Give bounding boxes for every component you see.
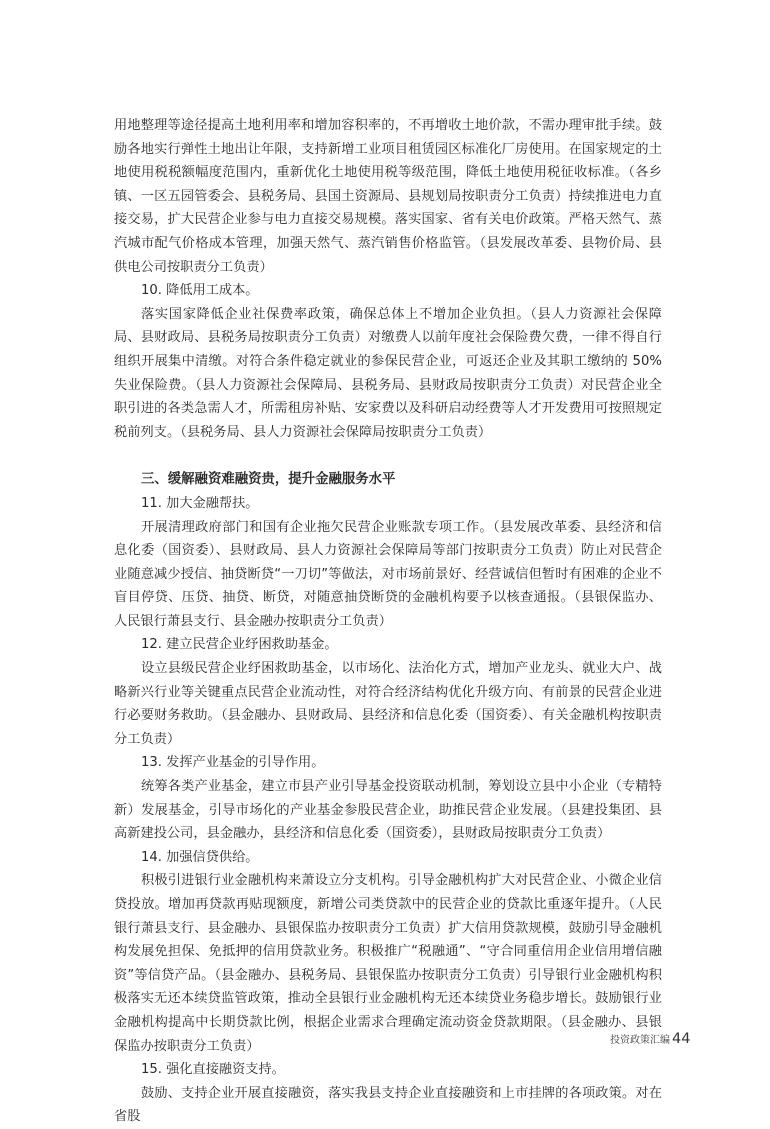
document-body [114,114,662,1129]
heading-item-11: 11. 加大金融帮扶。 [141,495,259,511]
paragraph-item-10: 落实国家降低企业社保费率政策，确保总体上不增加企业负担。（县人力资源社会保障局、县财政局、县税务局按职责分工负责）对缴费人以前年度社会保险费欠费，一律不得自行组织开展集中清缴。对符合条件稳定就业的参保民营企业，可返还企业及其职工缴纳的 50% 失业保险费。（县人力资源社会保障局、县税务局、县财政局按职责分工负责）对民营企业全职引进的各类急需人才，所需租房补贴、安家费以及科研启动经费等人才开发费用可按照规定税前列支。（县税务局、县人力资源社会保障局按职责分工负责） [114,306,662,440]
paragraph-item-11: 开展清理政府部门和国有企业拖欠民营企业账款专项工作。（县发展改革委、县经济和信息化委（国资委）、县财政局、县人力资源社会保障局等部门按职责分工负责）防止对民营企业随意减少授信、抽贷断贷“一刀切”等做法，对市场前景好、经营诚信但暂时有困难的企业不盲目停贷、压贷、抽贷、断贷，对随意抽贷断贷的金融机构要予以核查通报。（县银保监办、人民银行萧县支行、县金融办按职责分工负责） [114,519,662,629]
section-heading-3: 三、缓解融资难融资贵，提升金融服务水平 [141,472,396,488]
heading-item-15: 15. 强化直接融资支持。 [141,1062,285,1078]
paragraph-item-13: 统筹各类产业基金，建立市县产业引导基金投资联动机制，筹划设立县中小企业（专精特新）发展基金，引导市场化的产业基金参股民营企业，助推民营企业发展。（县建投集团、县高新建投公司，县金融办，县经济和信息化委（国资委），县财政局按职责分工负责） [114,779,662,842]
paragraph-item-15: 鼓励、支持企业开展直接融资，落实我县支持企业直接融资和上市挂牌的各项政策。对在省股 [114,1085,662,1125]
page-number: 44 [672,1031,691,1047]
heading-item-10: 10. 降低用工成本。 [141,283,259,299]
paragraph-land-electricity: 用地整理等途径提高土地利用率和增加容积率的，不再增收土地价款，不需办理审批手续。鼓励各地实行弹性土地出让年限，支持新增工业项目租赁园区标准化厂房使用。在国家规定的土地使用税税额幅度范围内，重新优化土地使用税等级范围，降低土地使用税征收标准。（各乡镇、一区五园管委会、县税务局、县国土资源局、县规划局按职责分工负责）持续推进电力直接交易，扩大民营企业参与电力直接交易规模。落实国家、省有关电价政策。严格天然气、蒸汽城市配气价格成本管理，加强天然气、蒸汽销售价格监管。（县发展改革委、县物价局、县供电公司按职责分工负责） [114,118,662,275]
heading-item-14: 14. 加强信贷供给。 [141,849,259,865]
paragraph-item-14: 积极引进银行业金融机构来萧设立分支机构。引导金融机构扩大对民营企业、小微企业信贷投放。增加再贷款再贴现额度，新增公司类贷款中的民营企业的贷款比重逐年提升。（人民银行萧县支行、县金融办、县银保监办按职责分工负责）扩大信用贷款规模，鼓励引导金融机构发展免担保、免抵押的信用贷款业务。积极推广“税融通”、“守合同重信用企业信用增信融资”等信贷产品。（县金融办、县税务局、县银保监办按职责分工负责）引导银行业金融机构积极落实无还本续贷监管政策，推动全县银行业金融机构无还本续贷业务稳步增长。鼓励银行业金融机构提高中长期贷款比例，根据企业需求合理确定流动资金贷款期限。（县金融办、县银保监办按职责分工负责） [114,873,662,1054]
heading-item-13: 13. 发挥产业基金的引导作用。 [141,755,325,771]
footer-label: 投资政策汇编 [610,1035,670,1046]
paragraph-item-12: 设立县级民营企业纾困救助基金，以市场化、法治化方式，增加产业龙头、就业大户、战略新兴行业等关键重点民营企业流动性，对符合经济结构优化升级方向、有前景的民营企业进行必要财务救助。（县金融办、县财政局、县经济和信息化委（国资委）、有关金融机构按职责分工负责） [114,661,662,747]
page-footer [610,1031,740,1047]
heading-item-12: 12. 建立民营企业纾困救助基金。 [141,637,338,653]
